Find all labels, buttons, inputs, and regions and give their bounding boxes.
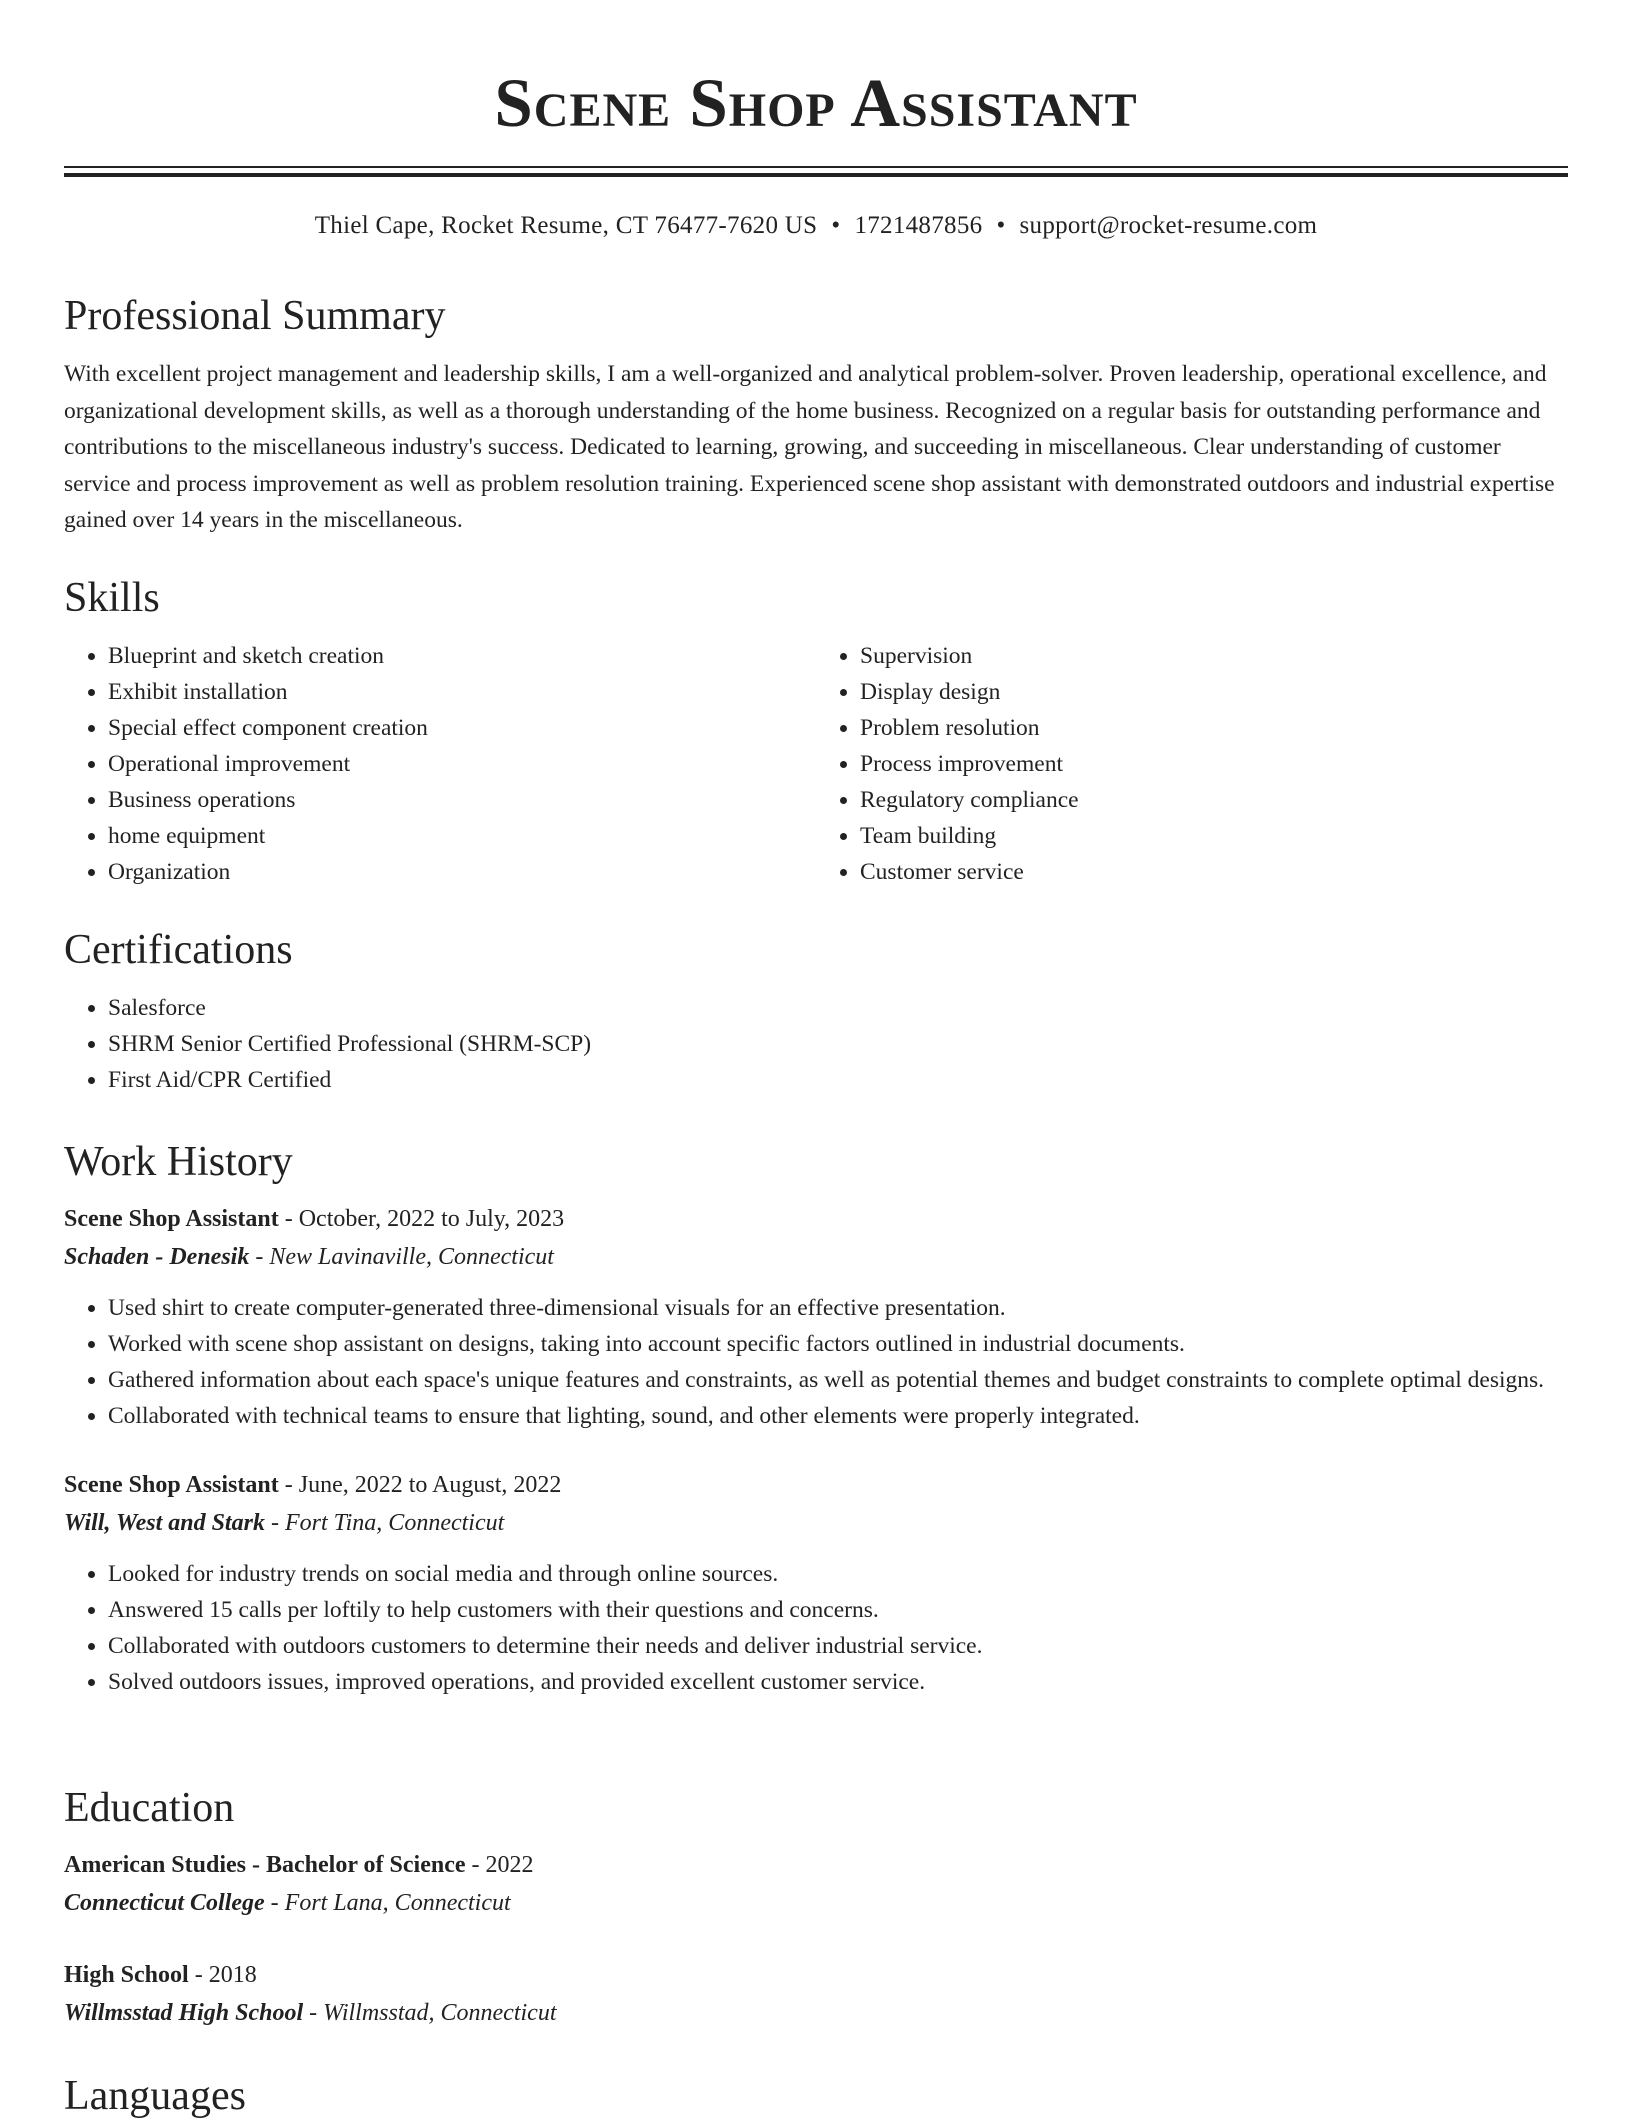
- certifications-heading: Certifications: [64, 927, 293, 973]
- job-bullet: • Answered 15 calls per loftily to help customers with their questions and concerns.: [108, 1592, 1568, 1628]
- contact-phone: 1721487856: [854, 212, 983, 239]
- education-entry: [64, 1846, 1568, 1922]
- education-section: [64, 1782, 1568, 2032]
- work-heading: Work History: [64, 1139, 293, 1185]
- summary-section: [64, 290, 1568, 539]
- job-company-line: [64, 1504, 1568, 1542]
- skill-item: • Regulatory compliance: [860, 782, 1568, 818]
- summary-text: With excellent project management and leadership skills, I am a well-organized and analytical problem-solver. Proven leadership, operational excellence, and organizational development skills, as well as a thorough understanding of the home business. Recognized on a regular basis for outstanding performance and contributions to the miscellaneous industry's success. Dedicated to learning, growing, and succeeding in miscellaneous. Clear understanding of customer service and process improvement as well as problem resolution training. Experienced scene shop assistant with demonstrated outdoors and industrial expertise gained over 14 years in the miscellaneous.: [64, 361, 1555, 533]
- education-location: - Fort Lana, Connecticut: [264, 1890, 511, 1916]
- job-title: Scene Shop Assistant: [64, 1472, 279, 1498]
- skills-section: [64, 572, 1568, 890]
- skills-list-left: [64, 638, 816, 890]
- job-dates: - June, 2022 to August, 2022: [278, 1472, 562, 1498]
- contact-email[interactable]: support@rocket-resume.com: [1019, 212, 1318, 239]
- education-degree: High School: [64, 1962, 189, 1988]
- job-bullet: • Used shirt to create computer-generated three-dimensional visuals for an effective presentation.: [108, 1290, 1568, 1326]
- job-title-line: [64, 1200, 1568, 1238]
- skill-item: • Supervision: [860, 638, 1568, 674]
- skill-item: • Exhibit installation: [108, 674, 816, 710]
- certifications-list: [64, 990, 1568, 1098]
- education-year: - 2022: [465, 1852, 534, 1878]
- education-school: Connecticut College: [64, 1890, 265, 1916]
- education-entry: [64, 1956, 1568, 2032]
- education-location: - Willmsstad, Connecticut: [303, 2000, 557, 2026]
- job-entry: [64, 1466, 1568, 1700]
- certification-item: • SHRM Senior Certified Professional (SHRM-SCP): [108, 1026, 1568, 1062]
- skill-item: • Customer service: [860, 854, 1568, 890]
- skills-columns: [64, 638, 1568, 890]
- skills-list-right: [816, 638, 1568, 890]
- contact-line: [64, 211, 1568, 241]
- certification-item: • First Aid/CPR Certified: [108, 1062, 1568, 1098]
- header-divider: [64, 166, 1568, 177]
- education-year: - 2018: [188, 1962, 257, 1988]
- skill-item: • Special effect component creation: [108, 710, 816, 746]
- skill-item: • Display design: [860, 674, 1568, 710]
- skill-item: • Team building: [860, 818, 1568, 854]
- job-bullets: [64, 1556, 1568, 1700]
- education-school-line: [64, 1884, 1568, 1922]
- resume-page: [64, 0, 1568, 2119]
- education-degree-line: [64, 1956, 1568, 1994]
- resume-title: Scene Shop Assistant: [494, 65, 1138, 141]
- education-school: Willmsstad High School: [64, 2000, 304, 2026]
- certifications-section: [64, 924, 1568, 1098]
- education-school-line: [64, 1994, 1568, 2032]
- job-location: - Fort Tina, Connecticut: [264, 1510, 505, 1536]
- skill-item: • Operational improvement: [108, 746, 816, 782]
- job-entry: [64, 1200, 1568, 1434]
- languages-heading: Languages: [64, 2073, 246, 2119]
- job-company-line: [64, 1238, 1568, 1276]
- job-bullet: • Gathered information about each space's unique features and constraints, as well as potential themes and budget constraints to complete optimal designs.: [108, 1362, 1568, 1398]
- job-bullet: • Collaborated with technical teams to ensure that lighting, sound, and other elements were properly integrated.: [108, 1398, 1568, 1434]
- skill-item: • Problem resolution: [860, 710, 1568, 746]
- work-section: [64, 1136, 1568, 1700]
- contact-separator: •: [996, 212, 1006, 239]
- education-degree-line: [64, 1846, 1568, 1884]
- job-location: - New Lavinaville, Connecticut: [249, 1244, 554, 1270]
- job-bullet: • Collaborated with outdoors customers to determine their needs and deliver industrial service.: [108, 1628, 1568, 1664]
- job-bullet: • Solved outdoors issues, improved operations, and provided excellent customer service.: [108, 1664, 1568, 1700]
- job-dates: - October, 2022 to July, 2023: [278, 1206, 565, 1232]
- job-title-line: [64, 1466, 1568, 1504]
- contact-separator: •: [831, 212, 841, 239]
- job-bullet: • Looked for industry trends on social media and through online sources.: [108, 1556, 1568, 1592]
- education-degree: American Studies - Bachelor of Science: [64, 1852, 466, 1878]
- job-company: Schaden - Denesik: [64, 1244, 250, 1270]
- skill-item: • Process improvement: [860, 746, 1568, 782]
- certification-item: • Salesforce: [108, 990, 1568, 1026]
- contact-address: Thiel Cape, Rocket Resume, CT 76477-7620 US: [314, 212, 818, 239]
- skill-item: • Business operations: [108, 782, 816, 818]
- job-title: Scene Shop Assistant: [64, 1206, 279, 1232]
- job-company: Will, West and Stark: [64, 1510, 265, 1536]
- skill-item: • home equipment: [108, 818, 816, 854]
- summary-heading: Professional Summary: [64, 293, 446, 339]
- skills-heading: Skills: [64, 575, 160, 621]
- skill-item: • Blueprint and sketch creation: [108, 638, 816, 674]
- skill-item: • Organization: [108, 854, 816, 890]
- languages-section: [64, 2070, 1568, 2122]
- job-bullets: [64, 1290, 1568, 1434]
- job-bullet: • Worked with scene shop assistant on designs, taking into account specific factors outlined in industrial documents.: [108, 1326, 1568, 1362]
- education-heading: Education: [64, 1785, 235, 1831]
